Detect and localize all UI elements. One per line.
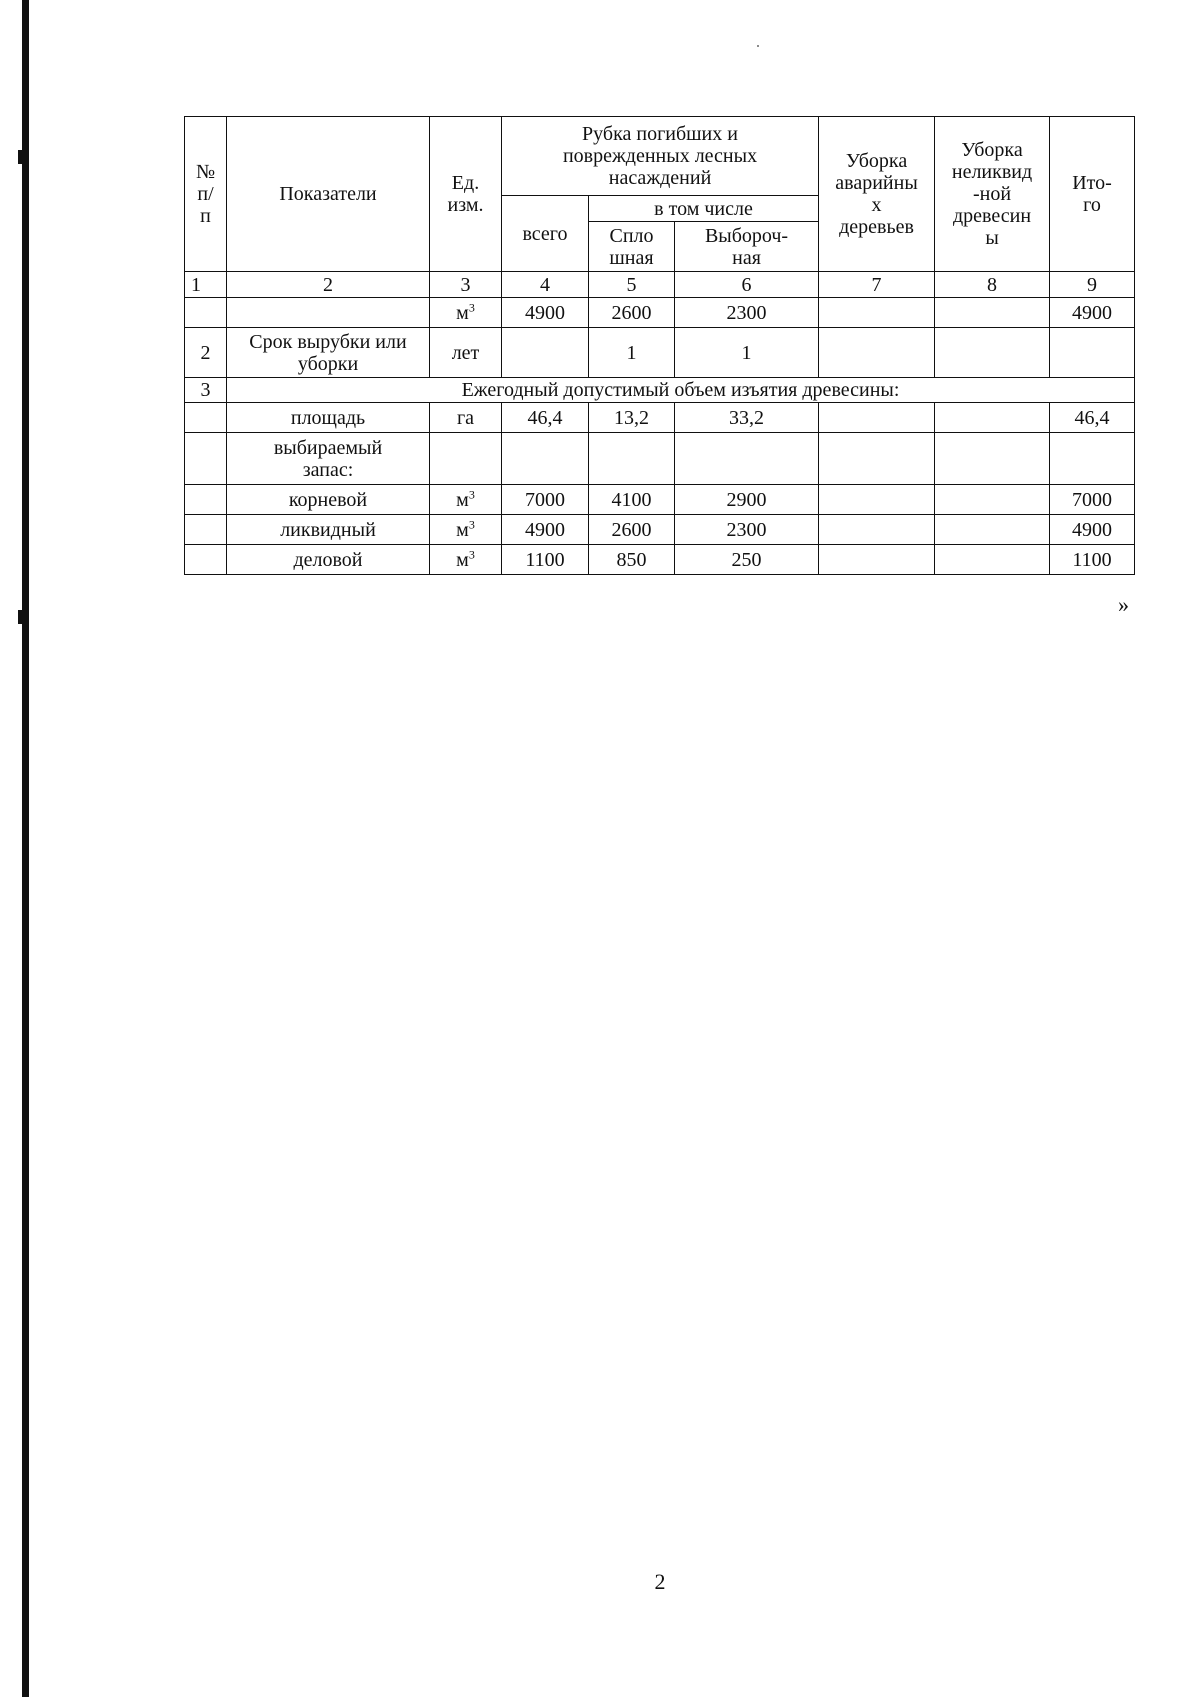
- cell-nonliquid: [935, 328, 1050, 378]
- section-row: [185, 378, 1135, 403]
- cell-emergency: [819, 328, 935, 378]
- cell-selective: 2300: [675, 298, 819, 328]
- header-emergency: Уборка аварийны х деревьев: [819, 117, 935, 272]
- column-number: 3: [430, 272, 502, 298]
- table-row: [185, 433, 1135, 485]
- cell-nonliquid: [935, 515, 1050, 545]
- row-name: выбираемый запас:: [227, 433, 430, 485]
- scan-speck: [757, 45, 759, 47]
- cell-emergency: [819, 433, 935, 485]
- cell-total: 46,4: [502, 403, 589, 433]
- header-nonliquid: Уборка неликвид -ной древесин ы: [935, 117, 1050, 272]
- section-title: Ежегодный допустимый объем изъятия древесины:: [227, 378, 1135, 403]
- row-num: [185, 433, 227, 485]
- cell-sum: [1050, 328, 1135, 378]
- column-number: 5: [589, 272, 675, 298]
- column-number: 1: [185, 272, 227, 298]
- cell-total: [502, 433, 589, 485]
- cell-selective: 33,2: [675, 403, 819, 433]
- cell-total: 4900: [502, 298, 589, 328]
- row-num: [185, 485, 227, 515]
- cell-nonliquid: [935, 433, 1050, 485]
- header-selective: Выбороч- ная: [675, 222, 819, 272]
- row-num: 2: [185, 328, 227, 378]
- scan-edge: [22, 0, 29, 1697]
- row-name: ликвидный: [227, 515, 430, 545]
- row-name: корневой: [227, 485, 430, 515]
- row-num: [185, 298, 227, 328]
- row-num: 3: [185, 378, 227, 403]
- cell-total: [502, 328, 589, 378]
- cell-clear: 2600: [589, 515, 675, 545]
- row-name: площадь: [227, 403, 430, 433]
- cell-emergency: [819, 485, 935, 515]
- header-sum: Ито- го: [1050, 117, 1135, 272]
- indicator-table: [184, 116, 1135, 575]
- row-num: [185, 545, 227, 575]
- cell-total: 4900: [502, 515, 589, 545]
- cell-nonliquid: [935, 403, 1050, 433]
- table-row: [185, 328, 1135, 378]
- cell-emergency: [819, 545, 935, 575]
- scan-edge-mark: [18, 150, 23, 164]
- cell-clear: 1: [589, 328, 675, 378]
- page-number: 2: [654, 1569, 666, 1594]
- cell-emergency: [819, 515, 935, 545]
- cell-emergency: [819, 403, 935, 433]
- header-num: № п/ п: [185, 117, 227, 272]
- cell-clear: 4100: [589, 485, 675, 515]
- row-unit: $м^3$: [430, 545, 502, 575]
- table-row: [185, 515, 1135, 545]
- row-unit: [430, 433, 502, 485]
- cell-clear: 850: [589, 545, 675, 575]
- header-unit: Ед. изм.: [430, 117, 502, 272]
- cell-sum: 4900: [1050, 515, 1135, 545]
- cell-emergency: [819, 298, 935, 328]
- closing-quote: »: [1118, 592, 1129, 617]
- cell-clear: 13,2: [589, 403, 675, 433]
- cell-clear: 2600: [589, 298, 675, 328]
- table-row: [185, 403, 1135, 433]
- cell-nonliquid: [935, 545, 1050, 575]
- row-unit: $м^3$: [430, 485, 502, 515]
- row-num: [185, 403, 227, 433]
- row-unit: лет: [430, 328, 502, 378]
- cell-sum: 1100: [1050, 545, 1135, 575]
- cell-sum: 4900: [1050, 298, 1135, 328]
- row-unit: $м^3$: [430, 298, 502, 328]
- cell-nonliquid: [935, 485, 1050, 515]
- row-name: [227, 298, 430, 328]
- cell-total: 7000: [502, 485, 589, 515]
- cell-selective: 250: [675, 545, 819, 575]
- column-number: 9: [1050, 272, 1135, 298]
- cell-sum: 7000: [1050, 485, 1135, 515]
- cell-total: 1100: [502, 545, 589, 575]
- row-unit: га: [430, 403, 502, 433]
- header-felling: Рубка погибших и поврежденных лесных насаждений: [502, 117, 819, 196]
- cell-sum: 46,4: [1050, 403, 1135, 433]
- row-unit: $м^3$: [430, 515, 502, 545]
- table-row: [185, 485, 1135, 515]
- column-number-row: [185, 272, 1135, 298]
- cell-nonliquid: [935, 298, 1050, 328]
- scan-edge-mark: [18, 610, 23, 624]
- cell-selective: 2900: [675, 485, 819, 515]
- cell-selective: 1: [675, 328, 819, 378]
- cell-selective: [675, 433, 819, 485]
- row-name: деловой: [227, 545, 430, 575]
- cell-sum: [1050, 433, 1135, 485]
- cell-selective: 2300: [675, 515, 819, 545]
- header-total: всего: [502, 196, 589, 272]
- table-row: [185, 298, 1135, 328]
- cell-clear: [589, 433, 675, 485]
- header-including: в том числе: [589, 196, 819, 222]
- header-clear: Спло шная: [589, 222, 675, 272]
- table-row: [185, 545, 1135, 575]
- header-indicators: Показатели: [227, 117, 430, 272]
- row-num: [185, 515, 227, 545]
- column-number: 7: [819, 272, 935, 298]
- column-number: 6: [675, 272, 819, 298]
- column-number: 4: [502, 272, 589, 298]
- column-number: 2: [227, 272, 430, 298]
- row-name: Срок вырубки или уборки: [227, 328, 430, 378]
- column-number: 8: [935, 272, 1050, 298]
